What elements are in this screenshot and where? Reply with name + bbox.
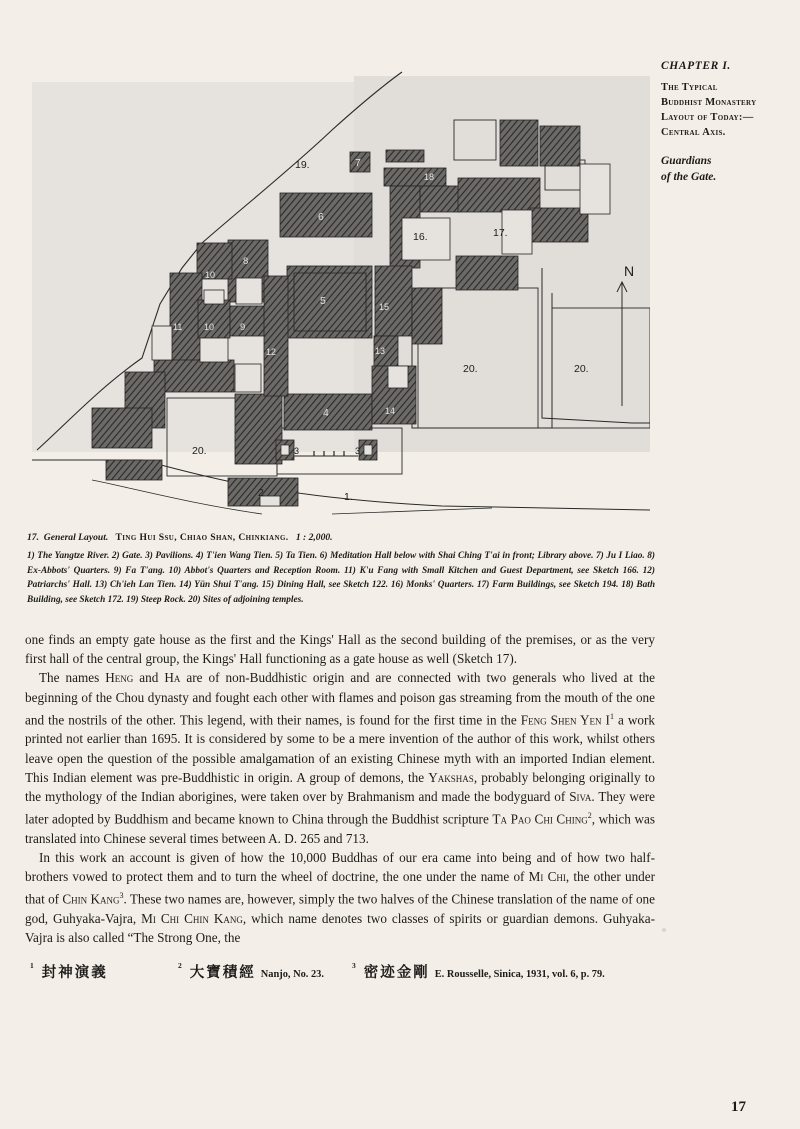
page-number: 17 [731,1099,746,1115]
svg-text:14: 14 [385,406,396,416]
svg-text:20.: 20. [463,363,478,375]
svg-text:20.: 20. [192,445,207,457]
chapter-sidebar [661,60,791,185]
svg-text:18: 18 [424,172,435,182]
svg-text:10: 10 [205,270,216,280]
site-plan-figure [32,68,650,516]
paragraph-3: In this work an account is given of how the 10,000 Buddhas of our era came into being and of how two half-brothers vowed to protect them and to turn the wheel of doctrine, the one under the name of Mi Chi, the other under that of Chin Kang$^3$. These two names are, however, simply the two halves of the Chinese translation of the name of one god, Guhyaka-Vajra, Mi Chi Chin Kang, which name denotes two classes of spirits or guardian demons. Guhyaka-Vajra is also called “The Strong One, the [25,850,656,946]
north-label: N [624,263,635,279]
figure-caption [27,532,655,607]
paper-speck [662,928,666,932]
figure-legend: 1) The Yangtze River. 2) Gate. 3) Pavilions. 4) T'ien Wang Tien. 5) Ta Tien. 6) Meditation Hall below with Shai Ching T'ai in front; Library above. 7) Ju I Liao. 8) Ex-Abbots' Quarters. 9) Fa T'ang. 10) Abbot's Quarters and Reception Room. 11) K'u Fang with Small Kitchen and Guest Department, see Sketch 166. 12) Patriarchs' Hall. 13) Ch'ieh Lan Tien. 14) Yün Shui T'ang. 15) Dining Hall, see Sketch 122. 16) Monks' Quarters. 17) Farm Buildings, see Sketch 194. 18) Bath Building, see Sketch 172. 19) Steep Rock. 20) Sites of adjoining temples. [27,551,655,605]
svg-text:13: 13 [375,346,386,356]
svg-text:1.: 1. [344,491,353,503]
svg-text:11: 11 [173,322,183,332]
svg-text:20.: 20. [574,363,589,375]
svg-text:7: 7 [355,157,361,169]
svg-text:5: 5 [320,295,326,307]
svg-text:6: 6 [318,211,324,223]
body-text [25,630,655,947]
svg-text:9: 9 [240,322,246,333]
svg-text:4: 4 [323,407,329,419]
svg-text:19.: 19. [295,159,310,171]
svg-text:10: 10 [204,322,215,332]
svg-text:2: 2 [258,487,264,499]
svg-text:16.: 16. [413,231,428,243]
figure-title: 17. General Layout. Ting Hui Ssu, Chiao Shan, Chinkiang. 1 : 2,000. [27,532,333,543]
chapter-subtitle: The Typical Buddhist Monastery Layout of Today:— Central Axis. [661,82,757,138]
svg-text:15: 15 [379,302,390,312]
svg-text:17.: 17. [493,227,508,239]
site-plan-drawing [32,68,650,516]
chapter-heading: CHAPTER I. [661,60,731,72]
paragraph-1: one finds an empty gate house as the first and the Kings' Hall as the second building of the premises, or as the very first hall of the central group, the Kings' Hall functioning as a gate house as well (Sketch 17). [25,632,655,667]
paragraph-2: The names Heng and Ha are of non-Buddhistic origin and are connected with two generals who lived at the beginning of the Chou dynasty and fought each other with flames and poison gas streaming from the mouth of the one and the nostrils of the other. This legend, with their names, is found for the first time in the Feng Shen Yen $I^1$ a work printed not earlier than 1695. It is considered by some to be a mere invention of the author of this work, whilst others leave open the question of the possible amalgamation of an existing Chinese myth with an imported Indian element. This Indian element was pre-Buddhistic in origin. A group of demons, the Yakshas, probably belonging originally to the mythology of the Indian aborigines, were taken over by Brahmanism and made the bodyguard of Siva. They were later adopted by Buddhism and became known to China through the Buddhist scripture Ta Pao Chi Ching$^2$, which was translated into Chinese several times between A. D. 265 and 713. [25,670,655,846]
margin-note: Guardians of the Gate. [661,155,717,183]
footnote-3: $^3$ 密迹金剛 E. Rousselle, Sinica, 1931, vol. 6, p. 79. [352,961,605,981]
svg-text:12: 12 [266,347,277,357]
footnote-2: $^2$ 大寶積經 Nanjo, No. 23. [178,961,324,981]
footnotes [30,961,670,983]
svg-text:8: 8 [243,256,249,267]
svg-text:3: 3 [355,446,361,456]
svg-text:3: 3 [294,446,300,456]
footnote-1: $^1$ 封神演義 [30,961,108,981]
